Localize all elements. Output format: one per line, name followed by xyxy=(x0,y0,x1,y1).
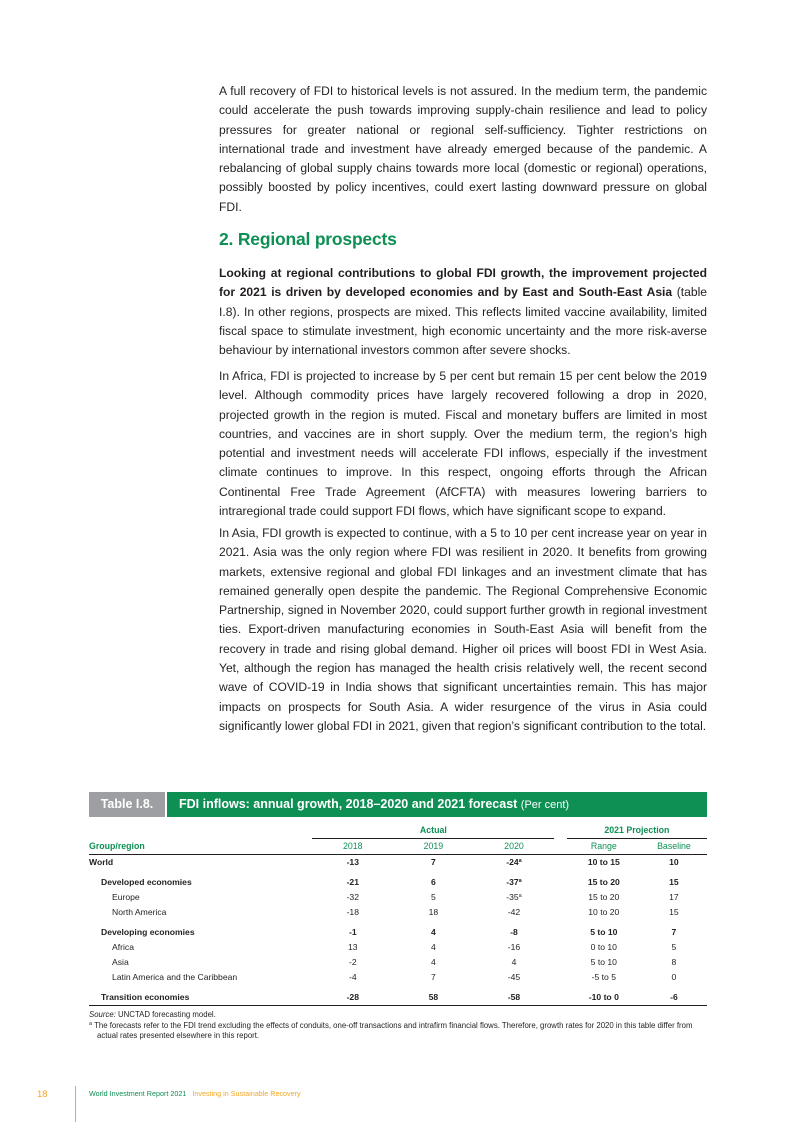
gap-cell xyxy=(554,823,566,839)
table-source xyxy=(89,1010,707,1021)
cell-2020: -8 xyxy=(510,927,518,937)
table-row xyxy=(89,855,707,871)
cell-2018: -4 xyxy=(348,972,357,982)
col-header-2018: 2018 xyxy=(312,839,393,855)
cell-2019: 4 xyxy=(430,942,436,952)
cell-2020: -45 xyxy=(507,972,521,982)
cell-range: -5 to 5 xyxy=(591,972,616,982)
cell-range: 5 to 10 xyxy=(590,927,618,937)
cell-baseline: 15 xyxy=(669,877,679,887)
paragraph-asia: In Asia, FDI growth is expected to continue, with a 5 to 10 per cent increase year on year in 2021. Asia was the only region where FDI was resilient in 2020. It benefits from growing markets, extensive regional and global FDI linkages and an investment climate that has remained generally open despite the pandemic. The Regional Comprehensive Economic Partnership, signed in November 2020, could support further growth in regional investment ties. Export-driven manufacturing economies in South-East Asia will benefit from the recovery in trade and rising global demand. Higher oil prices will boost FDI in West Asia. Yet, although the region has managed the health crisis relatively well, the recent second wave of COVID-19 in India shows that significant uncertainties remain. This has major impacts on prospects for South Asia. A wider resurgence of the virus in Asia could significantly lower global FDI in 2021, given that region’s significant contribution to the total. xyxy=(219,526,707,733)
table-header-bar xyxy=(89,792,707,817)
col-header-region: Group/region xyxy=(89,839,312,855)
cell-baseline: 17 xyxy=(669,892,679,902)
cell-2019: 4 xyxy=(430,957,436,967)
footnote-marker: a xyxy=(89,1020,93,1027)
cell-range: 15 to 20 xyxy=(587,877,620,887)
group-projection-header: 2021 Projection xyxy=(567,823,707,839)
footnote-marker: a xyxy=(518,858,522,864)
table-unit: (Per cent) xyxy=(520,799,570,811)
table-row xyxy=(89,940,707,955)
footnote-text: The forecasts refer to the FDI trend excluding the effects of conduits, one-off transactions and intrafirm financial flows. Therefore, growth rates for 2020 in this table differ from actual rates presented elsewhere in this report. xyxy=(94,1020,693,1040)
cell-2020: -42 xyxy=(507,907,521,917)
cell-range: 10 to 20 xyxy=(588,907,620,917)
cell-2020: -16 xyxy=(507,942,521,952)
row-region: Latin America and the Caribbean xyxy=(112,972,238,982)
cell-baseline: 8 xyxy=(671,957,677,967)
table-row xyxy=(89,970,707,985)
cell-baseline: -6 xyxy=(641,990,707,1006)
cell-range: 5 to 10 xyxy=(590,957,617,967)
empty-header-cell xyxy=(89,823,312,839)
group-actual-header: Actual xyxy=(312,823,554,839)
cell-2019: 7 xyxy=(430,972,436,982)
cell-2018: -32 xyxy=(346,892,359,902)
cell-2020: -58 xyxy=(474,990,555,1006)
table-row xyxy=(89,875,707,890)
cell-2018: 13 xyxy=(348,942,358,952)
row-region: North America xyxy=(112,907,167,917)
cell-2019: 6 xyxy=(430,877,436,887)
publication-subtitle: Investing in Sustainable Recovery xyxy=(192,1089,301,1098)
cell-2018: -1 xyxy=(348,927,357,937)
table-title-text: FDI inflows: annual growth, 2018–2020 and 2021 forecast xyxy=(179,797,518,811)
cell-2019: 5 xyxy=(430,892,436,902)
table-label: Table I.8. xyxy=(89,792,165,817)
cell-2020-value: -35 xyxy=(506,892,519,902)
cell-2019: 58 xyxy=(393,990,474,1006)
cell-2018: -18 xyxy=(346,907,359,917)
section-heading: 2. Regional prospects xyxy=(219,229,397,249)
col-header-2020: 2020 xyxy=(474,839,555,855)
cell-2019: 18 xyxy=(428,907,439,917)
table-group-header-row xyxy=(89,823,707,839)
page-number: 18 xyxy=(37,1089,48,1100)
gap-cell xyxy=(554,839,566,855)
paragraph-regional-contributions xyxy=(219,264,707,360)
footnote-marker: a xyxy=(518,893,522,899)
cell-2020-value: -37 xyxy=(506,877,519,887)
table-row xyxy=(89,905,707,920)
fdi-growth-table xyxy=(89,823,707,1006)
table-footnote xyxy=(89,1021,707,1042)
footer-publication xyxy=(89,1089,301,1098)
table-title xyxy=(167,792,707,817)
table-row xyxy=(89,890,707,905)
table-row xyxy=(89,925,707,940)
cell-range: -10 to 0 xyxy=(567,990,641,1006)
cell-2020 xyxy=(474,875,555,890)
cell-2019: 4 xyxy=(430,927,436,937)
cell-baseline: 7 xyxy=(671,927,677,937)
cell-2019: 7 xyxy=(430,857,436,867)
publication-title: World Investment Report 2021 xyxy=(89,1089,187,1098)
row-region: Developing economies xyxy=(101,927,195,937)
row-region: Europe xyxy=(112,892,140,902)
cell-2018: -13 xyxy=(346,857,359,867)
cell-2018: -28 xyxy=(312,990,393,1006)
footer-divider xyxy=(75,1086,76,1122)
row-region: Developed economies xyxy=(101,877,192,887)
page-footer xyxy=(0,1086,793,1122)
row-region: World xyxy=(89,857,114,867)
cell-range: 0 to 10 xyxy=(590,942,617,952)
table-row xyxy=(89,955,707,970)
table-i8 xyxy=(89,792,707,1042)
table-column-header-row xyxy=(89,839,707,855)
cell-baseline: 5 xyxy=(671,942,677,952)
row-region: Transition economies xyxy=(89,990,312,1006)
cell-range: 10 to 15 xyxy=(587,857,620,867)
row-region: Africa xyxy=(112,942,134,952)
intro-paragraph: A full recovery of FDI to historical levels is not assured. In the medium term, the pandemic could accelerate the push towards improving supply-chain resilience and lead to policy pressures for greater national or regional self-sufficiency. Tighter restrictions on international trade and investment have already emerged because of the pandemic. A rebalancing of global supply chains towards more local (domestic or regional) operations, possibly boosted by policy incentives, could exert lasting downward pressure on global FDI. xyxy=(219,84,707,214)
paragraph-lead-bold: Looking at regional contributions to global FDI growth, the improvement projected for 2021 is driven by developed economies and by East and South-East Asia xyxy=(219,266,707,300)
source-text: UNCTAD forecasting model. xyxy=(118,1010,216,1019)
col-header-2019: 2019 xyxy=(393,839,474,855)
paragraph-rest: (table I.8). In other regions, prospects are mixed. This reflects limited vaccine availability, limited fiscal space to stimulate investment, high economic uncertainty and the more risk-averse behaviour by international investors common after severe shocks. xyxy=(219,285,707,358)
paragraph-africa: In Africa, FDI is projected to increase by 5 per cent but remain 15 per cent below the 2019 level. Although commodity prices have largely recovered following a drop in 2020, projected growth in the region is muted. Fiscal and monetary buffers are limited in most countries, and vaccines are in short supply. Over the medium term, the region’s high potential and investment needs will accelerate FDI inflows, especially if the investment climate continues to improve. In this respect, ongoing efforts through the African Continental Free Trade Agreement (AfCFTA) with measures lowering barriers to intraregional trade could support FDI flows, which have significant scope to expand. xyxy=(219,369,707,519)
col-header-baseline: Baseline xyxy=(641,839,707,855)
cell-2018: -21 xyxy=(346,877,359,887)
cell-2020-value: -24 xyxy=(506,857,519,867)
cell-2018: -2 xyxy=(348,957,357,967)
source-label: Source: xyxy=(89,1010,116,1019)
cell-baseline: 10 xyxy=(669,857,679,867)
row-region: Asia xyxy=(112,957,129,967)
cell-range: 15 to 20 xyxy=(588,892,620,902)
footnote-marker: a xyxy=(518,878,522,884)
col-header-range: Range xyxy=(567,839,641,855)
table-row xyxy=(89,990,707,1006)
cell-2020 xyxy=(474,890,555,905)
cell-baseline: 0 xyxy=(671,972,677,982)
cell-2020 xyxy=(474,855,555,871)
cell-baseline: 15 xyxy=(669,907,679,917)
table-notes xyxy=(89,1010,707,1042)
cell-2020: 4 xyxy=(511,957,517,967)
